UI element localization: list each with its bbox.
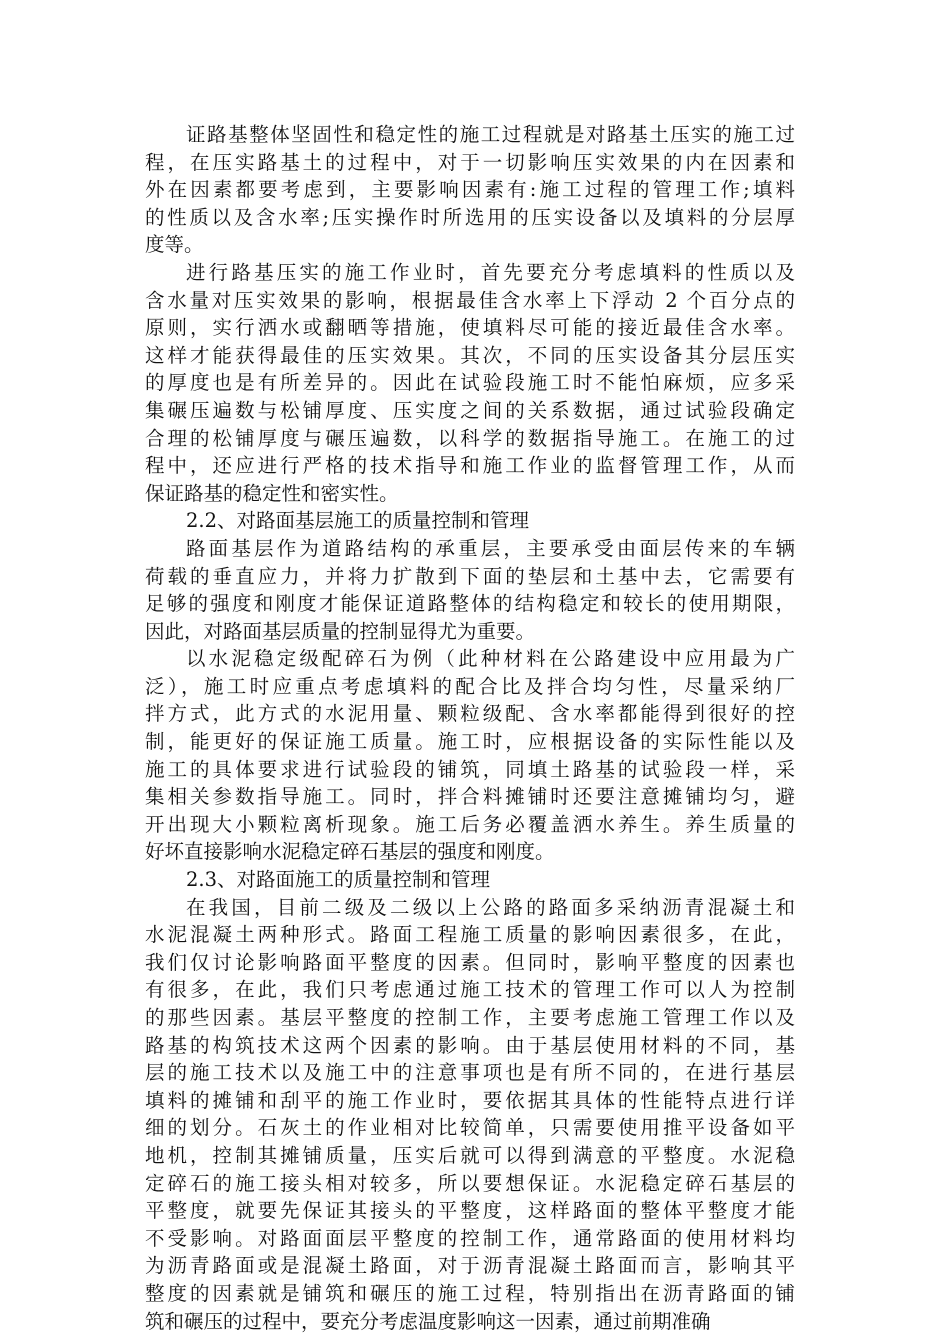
text-line: 填料的摊铺和刮平的施工作业时，要依据其具体的性能特点进行详 bbox=[145, 1088, 795, 1112]
text-line: 保证路基的稳定性和密实性。 bbox=[145, 481, 399, 505]
text-line: 的性质以及含水率;压实操作时所选用的压实设备以及填料的分层厚 bbox=[145, 205, 795, 229]
text-line: 制，能更好的保证施工质量。施工时，应根据设备的实际性能以及 bbox=[145, 730, 795, 754]
text-line: 度等。 bbox=[145, 233, 204, 257]
text-line: 这样才能获得最佳的压实效果。其次，不同的压实设备其分层压实 bbox=[145, 343, 795, 367]
text-line: 拌方式，此方式的水泥用量、颗粒级配、含水率都能得到很好的控 bbox=[145, 702, 795, 726]
text-line: 以水泥稳定级配碎石为例（此种材料在公路建设中应用最为广 bbox=[186, 647, 795, 671]
text-line: 施工的具体要求进行试验段的铺筑，同填土路基的试验段一样，采 bbox=[145, 757, 795, 781]
body-paragraph bbox=[145, 645, 795, 866]
text-line: 泛），施工时应重点考虑填料的配合比及拌合均匀性，尽量采纳厂 bbox=[145, 674, 795, 698]
section-heading bbox=[145, 866, 795, 894]
document-body bbox=[145, 121, 795, 1335]
text-line: 程中，还应进行严格的技术指导和施工作业的监督管理工作，从而 bbox=[145, 454, 795, 478]
text-line: 进行路基压实的施工作业时，首先要充分考虑填料的性质以及 bbox=[186, 260, 795, 284]
heading-text: 2.3、对路面施工的质量控制和管理 bbox=[186, 868, 491, 892]
text-line: 筑和碾压的过程中，要充分考虑温度影响这一因素，通过前期准确 bbox=[145, 1309, 711, 1333]
body-paragraph bbox=[145, 894, 795, 1336]
text-line: 好坏直接影响水泥稳定碎石基层的强度和刚度。 bbox=[145, 840, 555, 864]
text-line: 有很多，在此，我们只考虑通过施工技术的管理工作可以人为控制 bbox=[145, 978, 795, 1002]
text-line: 不受影响。对路面面层平整度的控制工作，通常路面的使用材料均 bbox=[145, 1226, 795, 1250]
body-paragraph bbox=[145, 535, 795, 645]
body-paragraph bbox=[145, 121, 795, 259]
text-line: 地机，控制其摊铺质量，压实后就可以得到满意的平整度。水泥稳 bbox=[145, 1143, 795, 1167]
text-line: 路面基层作为道路结构的承重层，主要承受由面层传来的车辆 bbox=[186, 536, 795, 560]
text-line: 路基的构筑技术这两个因素的影响。由于基层使用材料的不同，基 bbox=[145, 1033, 795, 1057]
text-line: 定碎石的施工接头相对较多，所以要想保证。水泥稳定碎石基层的 bbox=[145, 1171, 795, 1195]
text-line: 在我国，目前二级及二级以上公路的路面多采纳沥青混凝土和 bbox=[186, 895, 795, 919]
text-line: 证路基整体坚固性和稳定性的施工过程就是对路基土压实的施工过 bbox=[186, 123, 795, 146]
text-line: 荷载的垂直应力，并将力扩散到下面的垫层和土基中去，它需要有 bbox=[145, 564, 795, 588]
text-line: 我们仅讨论影响路面平整度的因素。但同时，影响平整度的因素也 bbox=[145, 950, 795, 974]
text-line: 因此，对路面基层质量的控制显得尤为重要。 bbox=[145, 619, 536, 643]
text-line: 原则，实行洒水或翻晒等措施，使填料尽可能的接近最佳含水率。 bbox=[145, 316, 795, 340]
text-line: 平整度，就要先保证其接头的平整度，这样路面的整体平整度才能 bbox=[145, 1199, 795, 1223]
text-line: 程，在压实路基土的过程中，对于一切影响压实效果的内在因素和 bbox=[145, 150, 795, 174]
body-paragraph bbox=[145, 259, 795, 507]
text-line: 为沥青路面或是混凝土路面，对于沥青混凝土路面而言，影响其平 bbox=[145, 1254, 795, 1278]
text-line: 含水量对压实效果的影响，根据最佳含水率上下浮动 2 个百分点的 bbox=[145, 288, 795, 312]
text-line: 足够的强度和刚度才能保证道路整体的结构稳定和较长的使用期限， bbox=[145, 592, 795, 616]
text-line: 水泥混凝土两种形式。路面工程施工质量的影响因素很多，在此， bbox=[145, 923, 795, 947]
text-line: 层的施工技术以及施工中的注意事项也是有所不同的，在进行基层 bbox=[145, 1061, 795, 1085]
text-line: 的那些因素。基层平整度的控制工作，主要考虑施工管理工作以及 bbox=[145, 1006, 795, 1029]
section-heading bbox=[145, 507, 795, 535]
text-line: 细的划分。石灰土的作业相对比较简单，只需要使用推平设备如平 bbox=[145, 1116, 795, 1140]
text-line: 开出现大小颗粒离析现象。施工后务必覆盖洒水养生。养生质量的 bbox=[145, 812, 795, 836]
text-line: 合理的松铺厚度与碾压遍数，以科学的数据指导施工。在施工的过 bbox=[145, 426, 795, 450]
text-line: 的厚度也是有所差异的。因此在试验段施工时不能怕麻烦，应多采 bbox=[145, 371, 795, 395]
text-line: 外在因素都要考虑到，主要影响因素有:施工过程的管理工作;填料 bbox=[145, 178, 795, 202]
text-line: 整度的因素就是铺筑和碾压的施工过程，特别指出在沥青路面的铺 bbox=[145, 1281, 795, 1305]
text-line: 集相关参数指导施工。同时，拌合料摊铺时还要注意摊铺均匀，避 bbox=[145, 785, 795, 809]
text-line: 集碾压遍数与松铺厚度、压实度之间的关系数据，通过试验段确定 bbox=[145, 398, 795, 422]
heading-text: 2.2、对路面基层施工的质量控制和管理 bbox=[186, 509, 530, 533]
